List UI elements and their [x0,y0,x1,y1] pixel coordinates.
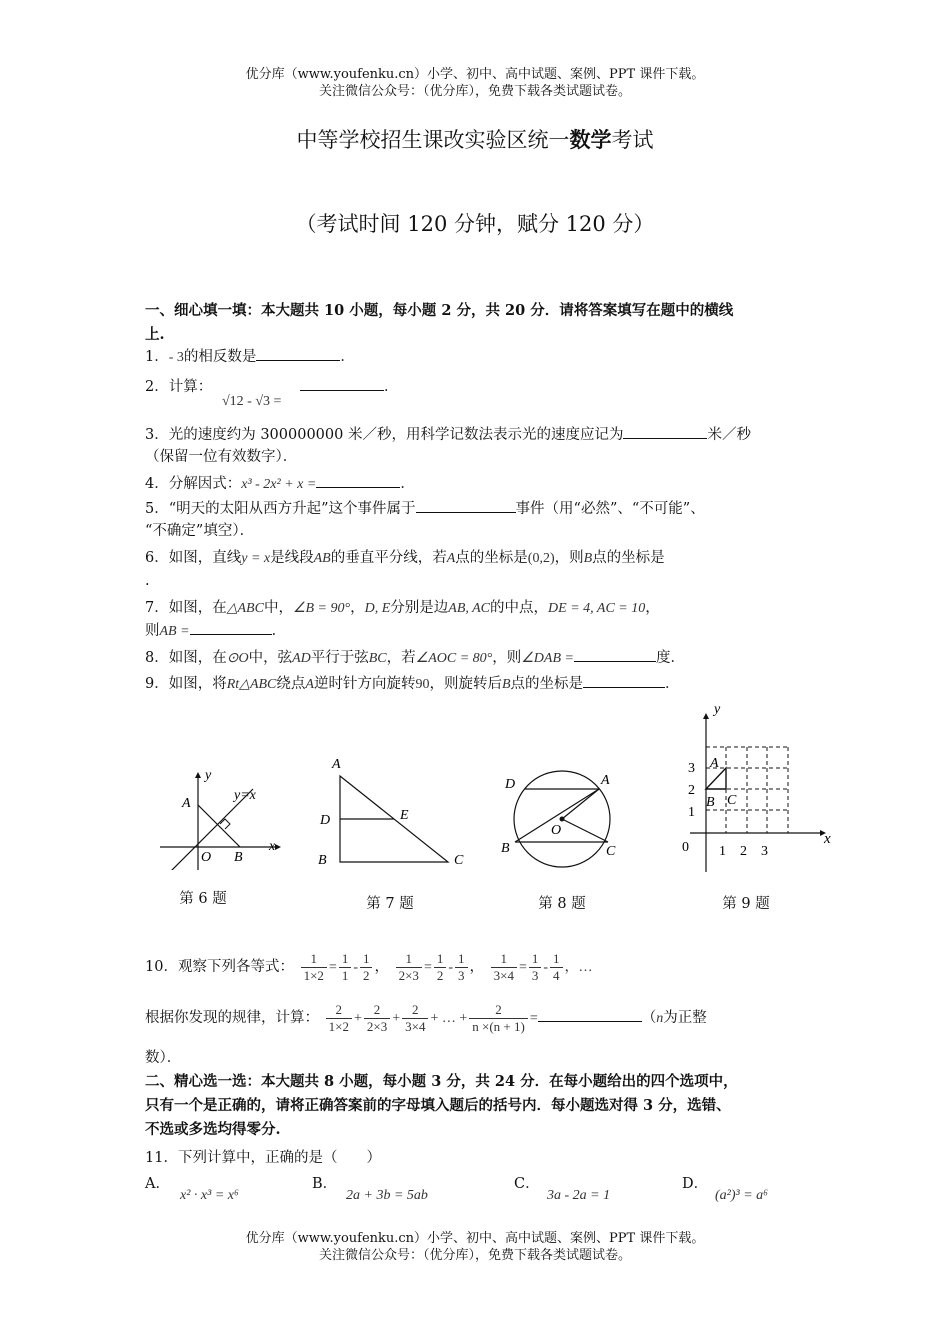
section-2-line-2: 只有一个是正确的，请将正确答案前的字母填入题后的括号内．每小题选对得 3 分，选错、 [145,1097,731,1114]
q9-e: 点的坐标是 [510,676,584,692]
section-1-line-2: 上. [145,326,165,343]
q10-f3-minus: - [543,960,549,975]
footer-line-2: 关注微信公众号：（优分库），免费下载各类试题试卷。 [318,1248,631,1263]
q10-f3-t2 [550,951,563,984]
q10-f2-t2n: 1 [455,951,468,968]
q8-d: ，若 [386,650,416,666]
q10-s3d: 3×4 [405,1018,426,1034]
q11-option-a-expr [180,1184,300,1207]
q7-ang: ∠B = 90° [292,601,351,616]
q3-line-2: （保留一位有效数字）． [145,449,298,465]
question-10-line-3: 数）． [145,1050,182,1066]
q7-ab: AB = [159,624,190,639]
q11-option-c-label: C． [514,1176,540,1192]
q7-c: ， [350,600,365,616]
section-1-line-1: 一、细心填一填：本大题共 10 小题，每小题 2 分，共 20 分．请将答案填写在题中的横线 [145,302,734,319]
section-1-heading [145,299,815,347]
figure-6 [150,760,290,870]
q9-a: 9．如图，将 [145,676,227,692]
q1-num: 1． [145,349,169,365]
q6-eq: y = x [241,551,271,566]
fig6-label-yx: y=x [234,788,256,803]
q10-f3-d: 3×4 [493,967,514,983]
q10-f2-t2 [455,951,468,984]
q10-f3-t1d: 3 [531,967,539,983]
q5-pre: 5．“明天的太阳从西方升起”这个事件属于 [145,501,416,517]
fig8-radius-oa [562,789,599,819]
q10-answer-blank[interactable] [538,1007,642,1022]
q6-ab: AB [313,551,331,566]
q10-f3-t1n: 1 [529,951,542,968]
q3-answer-blank[interactable] [623,424,707,439]
q6-A: A [446,551,456,566]
section-2-line-3: 不选或多选均得零分. [145,1121,281,1138]
q6-f: 点的坐标是 [592,550,665,566]
q8-answer-blank[interactable] [574,647,656,662]
fig6-label-A: A [182,796,191,811]
q11-option-b-label: B． [312,1176,338,1192]
fig9-tick-y2: 2 [688,783,695,798]
q7-end: ． [271,623,287,639]
q11-option-d-expr [715,1184,835,1207]
q2-num: 2．计算： [145,379,213,395]
fig7-label-C: C [454,853,464,868]
q4-expr: x³ - 2x² + x = [241,477,317,492]
question-8 [145,647,815,670]
q6-c: 的垂直平分线，若 [330,550,447,566]
q10-s2 [364,1002,390,1035]
fig6-y-arrow [195,772,201,778]
fig6-caption: 第 6 题 [179,891,227,907]
q7-vals: DE = 4, AC = 10 [548,601,646,616]
title-pre: 中等学校招生课改实验区统一 [296,128,570,152]
q10-s2n: 2 [364,1002,390,1019]
exam-subtitle: （考试时间 120 分钟，赋分 120 分） [295,212,655,236]
q10-f3-lhs [491,951,517,984]
question-10-line-1: 10．观察下列各等式： $\frac{1}{1\times 2}$ = $\frac{1}{1}$ - $\frac{1}{2}$ ， $\frac{1}{2\times 3}$ = $\frac{1}{2}$ - $\frac{1}{3}$ ， $\frac{1}{3\times 4}$ = $\frac{1}{3}$ - $\frac{1}{4}$ ，… [145,950,593,983]
q10-f1-t1 [339,951,352,984]
q10-f2-t1 [434,951,447,984]
q8-c: 平行于弦 [310,650,369,666]
q5-answer-blank[interactable] [416,498,516,513]
q9-d: ，则旋转后 [429,676,502,692]
q10-f3-t2d: 4 [553,967,560,983]
section-2-heading [145,1070,815,1142]
q10-s3 [402,1002,428,1035]
fig6-label-B: B [234,850,243,865]
figure-8 [495,762,625,872]
q2-answer-row [300,376,420,398]
title-bold: 数学 [569,127,612,152]
fig8-label-C: C [606,844,616,859]
q2-end: ． [384,379,399,395]
q7-tri: △ABC [226,601,264,616]
q10-f3-t2n: 1 [550,951,563,968]
fig9-label-y: y [714,702,721,717]
q10-s3n: 2 [402,1002,428,1019]
q11-option-d-label: D． [682,1176,709,1192]
q10-eq: = [529,1011,538,1026]
q9-end: ． [665,676,680,692]
fig9-label-origin: 0 [682,840,689,855]
exam-title [0,124,950,154]
q7-f: ， [645,600,660,616]
q10-f2-eq: = [423,960,432,975]
question-4 [145,473,815,496]
fig6-segment-ab [198,805,240,847]
page-header [0,66,950,100]
q11-option-a-text: x² · x³ = x⁶ [180,1188,239,1203]
q7-line2a: 则 [145,623,160,639]
question-11-stem: 11．下列计算中，正确的是（ ） [145,1150,381,1166]
fig6-label-x: x [269,839,276,854]
fig9-y-arrow [703,713,709,719]
q6-B: B [583,551,593,566]
fig9-tick-x3: 3 [761,844,768,859]
q4-num: 4．分解因式： [145,476,242,492]
q8-b: 中，弦 [248,650,293,666]
q5-line-2: “不确定”填空）． [145,523,255,539]
q9-c: 逆时针方向旋转 [313,676,416,692]
question-1 [145,346,815,369]
q4-end: ． [400,476,415,492]
q10-f1-d: 1×2 [303,967,324,983]
header-line-1: 优分库（www.youfenku.cn）小学、初中、高中试题、案例、PPT 课件下载。 [245,67,705,82]
fig7-label-E: E [400,808,409,823]
q10-ellipsis: ，… [564,960,593,975]
q8-ang: ∠AOC = 80° [415,651,493,666]
fig8-label-D: D [505,777,516,792]
q6-line-2: . [145,573,150,589]
q11-option-c-expr [547,1184,667,1207]
q10-b: 根据你发现的规律，计算： [145,1010,319,1026]
fig8-label-B: B [501,841,510,856]
q1-expr: - 3 [168,350,184,365]
figure-7 [310,752,470,870]
q10-f3-eq: = [518,960,527,975]
q10-s4n: 2 [469,1002,528,1019]
q9-b: 绕点 [276,676,306,692]
q7-de: D, E [364,601,391,616]
fig7-caption: 第 7 题 [366,896,414,912]
q11-option-c-text: 3a - 2a = 1 [547,1188,611,1203]
q9-B: B [501,677,511,692]
q11-option-b-text: 2a + 3b = 5ab [346,1188,428,1203]
q1-text: 的相反数是 [183,349,257,365]
q10-f1-t2 [360,951,373,984]
q2-answer-blank[interactable] [300,376,384,391]
fig9-tick-x2: 2 [740,844,747,859]
fig9-tick-y3: 3 [688,761,695,776]
q1-end: ． [340,349,355,365]
q10-f2-d: 2×3 [398,967,419,983]
q10-s4d: n ×(n + 1) [472,1018,525,1034]
q3-unit: 米／秒 [707,427,751,443]
q10-c: （ [641,1010,657,1026]
q8-circ: ⊙O [226,651,249,666]
page-footer [0,1230,950,1264]
q10-s2d: 2×3 [366,1018,388,1034]
q10-f2-lhs [396,951,422,984]
q9-answer-blank[interactable] [583,673,665,688]
q1-answer-blank[interactable] [256,346,340,361]
q8-end: 度． [655,650,685,666]
fig8-caption: 第 8 题 [538,896,586,912]
fig9-label-C: C [727,793,737,808]
fig8-center-dot [560,817,565,822]
q10-f1-t1n: 1 [339,951,352,968]
q10-f1-t2n: 1 [360,951,373,968]
q8-e: ，则 [492,650,522,666]
q10-s4 [469,1002,528,1035]
q6-b: 是线段 [270,550,314,566]
q10-f1-t1d: 1 [341,967,349,983]
fig6-label-y: y [205,768,212,783]
fig9-label-A: A [710,756,719,771]
q10-f3-n: 1 [491,951,517,968]
q4-answer-blank[interactable] [316,473,400,488]
q11-option-a-label: A． [145,1176,170,1192]
q7-e: 的中点， [490,600,549,616]
q10-s1n: 2 [326,1002,352,1019]
q9-tri: Rt△ABC [226,677,277,692]
q5-post: 事件（用“必然”、“不可能”、 [515,501,705,517]
q10-d: 为正整 [663,1010,707,1026]
q10-f3-t1 [529,951,542,984]
q8-dab: ∠DAB = [521,651,574,666]
q3-line-1: 3．光的速度约为 300000000 米／秒，用科学记数法表示光的速度应记为 [145,427,624,443]
q11-option-d-text: (a²)³ = a⁶ [715,1188,769,1203]
q7-sides: AB, AC [448,601,491,616]
q6-e: ，则 [554,550,584,566]
q6-coord: (0,2) [527,551,555,566]
q7-b: 中， [263,600,293,616]
q10-f2-n: 1 [396,951,422,968]
fig8-radius-oc [562,819,608,842]
fig7-label-D: D [320,813,331,828]
q11-option-b-expr [346,1184,496,1207]
fig8-label-A: A [601,773,610,788]
question-9 [145,673,815,696]
q9-deg: 90 [415,677,430,692]
fig9-tick-x1: 1 [719,844,726,859]
q10-s1 [326,1002,352,1035]
q10-f2-t1n: 1 [434,951,447,968]
title-post: 考试 [611,128,654,152]
question-7 [145,597,815,643]
q6-d: 点的坐标是 [455,550,528,566]
q10-a: 10．观察下列各等式： [145,959,294,975]
q10-s1d: 1×2 [328,1018,349,1034]
q10-f1-n: 1 [301,951,327,968]
header-line-2: 关注微信公众号：（优分库），免费下载各类试题试卷。 [318,84,631,99]
q10-f1-eq: = [328,960,337,975]
fig6-label-O: O [201,850,212,865]
fig6-x-arrow [275,844,281,850]
fig9-triangle-abc [706,768,726,789]
section-2-line-1: 二、精心选一选：本大题共 8 小题，每小题 3 分，共 24 分．在每小题给出的四个选项中， [145,1073,738,1090]
q8-a: 8．如图，在 [145,650,227,666]
q10-f1-t2d: 2 [362,967,370,983]
fig7-label-A: A [332,757,341,772]
q10-f2-t1d: 2 [436,967,444,983]
fig8-label-O: O [551,823,562,838]
q10-f1-minus: - [353,960,358,975]
q10-sdots: + … + [430,1011,468,1026]
q8-bc: BC [368,651,387,666]
fig9-label-B: B [706,795,715,810]
question-5 [145,498,815,542]
fig9-tick-y1: 1 [688,805,695,820]
q10-f1-lhs [301,951,327,984]
q7-a: 7．如图，在 [145,600,227,616]
q6-a: 6．如图，直线 [145,550,242,566]
q8-ad: AD [292,651,311,666]
q7-d: 分别是边 [390,600,449,616]
fig7-label-B: B [318,853,327,868]
figure-9 [670,697,838,877]
fig9-caption: 第 9 题 [722,896,770,912]
question-10-line-2: 根据你发现的规律，计算： $\frac{2}{1\times 2}$ + $\frac{2}{2\times 3}$ + $\frac{2}{3\times 4}$ + … + $\frac{2}{n \times(n + 1)}$ = （n为正整 [145,1001,707,1034]
question-3 [145,424,815,468]
question-6 [145,547,815,592]
q2-expr: √12 - √3 = [222,394,282,409]
q10-f2-t2d: 3 [458,967,465,983]
q10-n: n [656,1011,664,1026]
q7-answer-blank[interactable] [190,620,272,635]
q10-f2-minus: - [448,960,454,975]
footer-line-1: 优分库（www.youfenku.cn）小学、初中、高中试题、案例、PPT 课件下载。 [245,1231,705,1246]
fig9-label-x: x [824,831,831,847]
q9-A: A [305,677,314,692]
